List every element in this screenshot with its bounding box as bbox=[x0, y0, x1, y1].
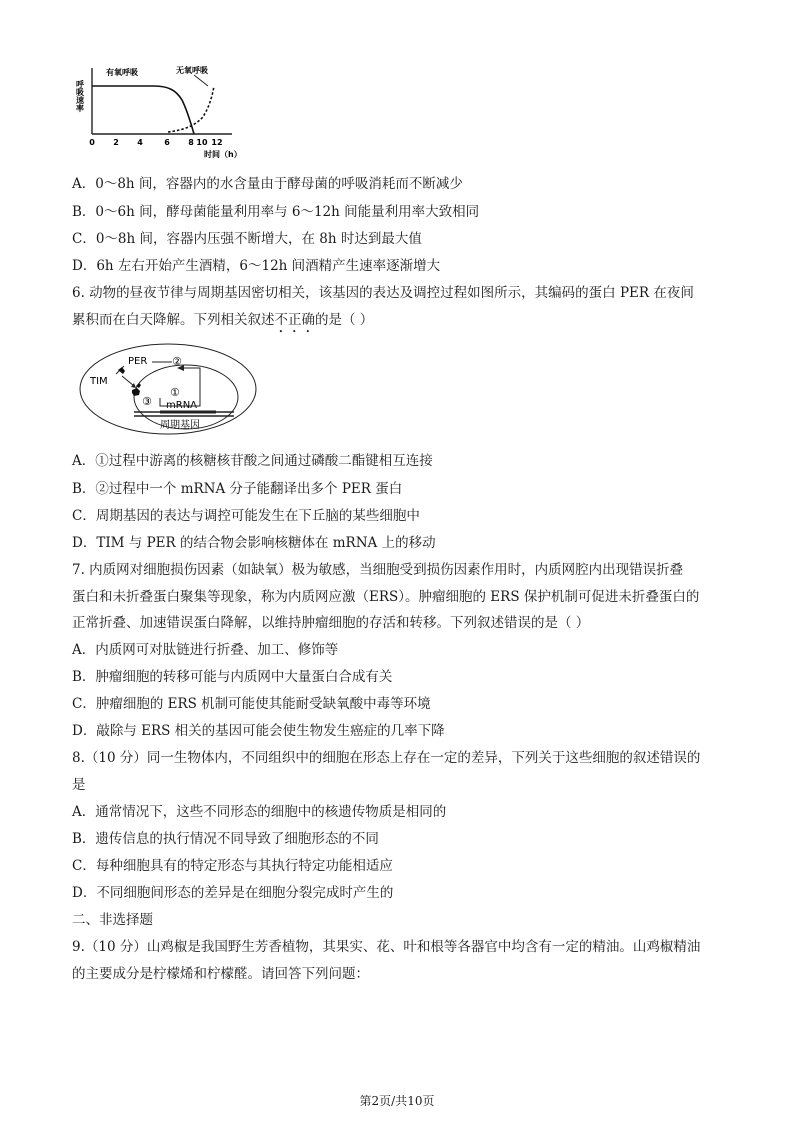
q8-option-d: D．不同细胞间形态的差异是在细胞分裂完成时产生的 bbox=[72, 885, 394, 901]
q9-stem-line2: 的主要成分是柠檬烯和柠檬醛。请回答下列问题： bbox=[72, 966, 369, 982]
q7-option-c: C．肿瘤细胞的 ERS 机制可能使其能耐受缺氧酸中毒等环境 bbox=[72, 696, 431, 712]
q7-option-d: D．敲除与 ERS 相关的基因可能会使生物发生癌症的几率下降 bbox=[72, 723, 445, 739]
q8-stem-line1: 8.（10 分）同一生物体内，不同组织中的细胞在形态上存在一定的差异，下列关于这些细胞的叙述错误的 bbox=[72, 750, 701, 766]
section-heading: 二、非选择题 bbox=[72, 912, 153, 928]
step-3-label: ③ bbox=[142, 395, 152, 408]
q5-option-d: D．6h 左右开始产生酒精，6～12h 间酒精产生速率逐渐增大 bbox=[72, 258, 441, 274]
q6-stem-line1: 6. 动物的昼夜节律与周期基因密切相关，该基因的表达及调控过程如图所示，其编码的蛋白 PER 在夜间 bbox=[72, 285, 694, 301]
q6-option-b: B．②过程中一个 mRNA 分子能翻译出多个 PER 蛋白 bbox=[72, 481, 403, 497]
period-gene-label: 周期基因 bbox=[160, 420, 200, 431]
x-tick: 10 bbox=[196, 138, 208, 147]
curve-label-anaerobic: 无氧呼吸 bbox=[176, 66, 208, 75]
q6-stem-answer-blank: 的是（ ） bbox=[315, 312, 374, 328]
x-tick: 12 bbox=[211, 138, 223, 147]
complex-to-nucleus-arrow bbox=[122, 376, 134, 386]
q7-stem-line2: 蛋白和未折叠蛋白聚集等现象，称为内质网应激（ERS）。肿瘤细胞的 ERS 保护机制可促进未折叠蛋白的 bbox=[72, 589, 700, 605]
q6-option-d: D．TIM 与 PER 的结合物会影响核糖体在 mRNA 上的移动 bbox=[72, 535, 436, 551]
q7-option-a: A．内质网可对肽链进行折叠、加工、修饰等 bbox=[72, 642, 339, 658]
q8-option-c: C．每种细胞具有的特定形态与其执行特定功能相适应 bbox=[72, 858, 393, 874]
x-tick: 0 bbox=[89, 138, 95, 147]
q8-option-a: A．通常情况下，这些不同形态的细胞中的核遗传物质是相同的 bbox=[72, 804, 447, 820]
step-1-label: ① bbox=[170, 386, 180, 399]
q5-option-c: C．0～8h 间，容器内压强不断增大，在 8h 时达到最大值 bbox=[72, 231, 422, 247]
step-2-label: ② bbox=[172, 355, 182, 368]
x-tick: 8 bbox=[188, 138, 194, 147]
q6-stem-line2 bbox=[72, 311, 373, 336]
x-tick: 6 bbox=[164, 138, 170, 147]
period-gene-diagram bbox=[76, 340, 266, 438]
page-number: 第2页/共10页 bbox=[359, 1094, 435, 1108]
q8-stem-line2: 是 bbox=[72, 777, 86, 793]
q6-stem-emphasis: 不正确 bbox=[274, 312, 315, 328]
graph-x-ticks bbox=[89, 138, 222, 147]
anaerobic-label-pointer bbox=[194, 75, 208, 86]
mrna-label: mRNA bbox=[166, 400, 198, 411]
respiration-graph bbox=[72, 62, 252, 162]
anaerobic-curve bbox=[168, 86, 214, 132]
graph-x-label: 时间（h） bbox=[204, 150, 242, 159]
x-tick: 2 bbox=[113, 138, 119, 147]
graph-y-label: 呼吸速率 bbox=[75, 80, 85, 112]
tim-label: TIM bbox=[90, 376, 108, 387]
q5-option-a: A．0～8h 间，容器内的水含量由于酵母菌的呼吸消耗而不断减少 bbox=[72, 176, 463, 192]
q6-option-c: C．周期基因的表达与调控可能发生在下丘脑的某些细胞中 bbox=[72, 508, 420, 524]
q9-stem-line1: 9.（10 分）山鸡椒是我国野生芳香植物，其果实、花、叶和根等各器官中均含有一定的精油。山鸡椒精油 bbox=[72, 939, 701, 955]
q7-stem-line3: 正常折叠、加速错误蛋白降解，以维持肿瘤细胞的存活和转移。下列叙述错误的是（ ） bbox=[72, 615, 590, 631]
per-tim-complex-icon bbox=[118, 367, 141, 396]
curve-label-aerobic: 有氧呼吸 bbox=[106, 68, 138, 77]
q6-stem-text: 累积而在白天降解。下列相关叙述 bbox=[72, 312, 275, 328]
per-label: PER bbox=[128, 356, 148, 367]
q5-option-b: B．0～6h 间，酵母菌能量利用率与 6～12h 间能量利用率大致相同 bbox=[72, 204, 480, 220]
q8-option-b: B．遗传信息的执行情况不同导致了细胞形态的不同 bbox=[72, 831, 379, 847]
x-tick: 4 bbox=[137, 138, 143, 147]
q7-stem-line1: 7. 内质网对细胞损伤因素（如缺氧）极为敏感，当细胞受到损伤因素作用时，内质网腔内出现错误折叠 bbox=[72, 562, 684, 578]
aerobic-curve bbox=[92, 86, 194, 134]
q6-option-a: A．①过程中游离的核糖核苷酸之间通过磷酸二酯键相互连接 bbox=[72, 453, 433, 469]
q7-option-b: B．肿瘤细胞的转移可能与内质网中大量蛋白合成有关 bbox=[72, 669, 393, 685]
